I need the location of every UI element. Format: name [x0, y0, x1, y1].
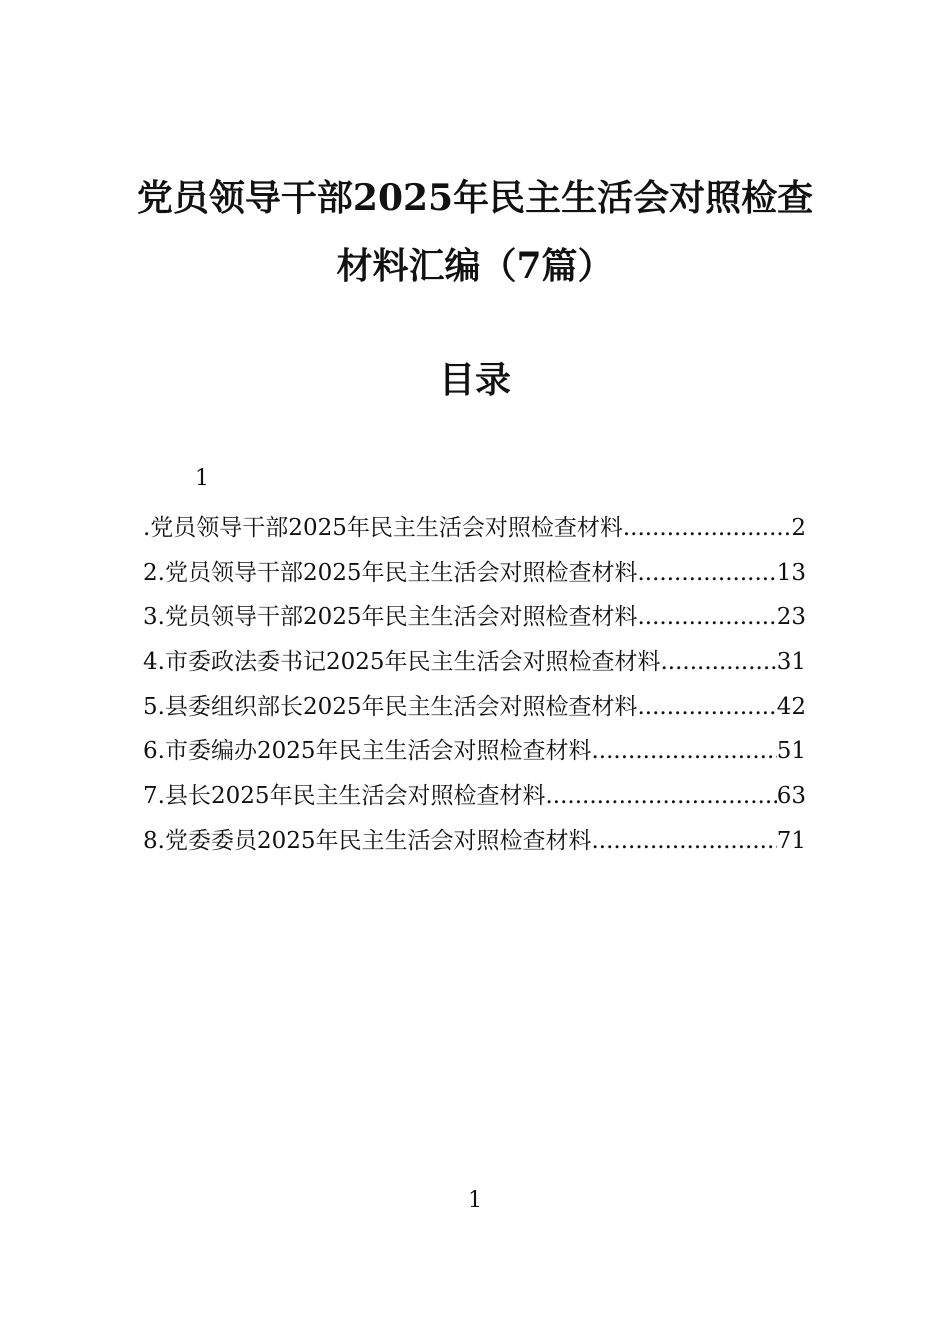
toc-entry-page: 42: [776, 693, 806, 720]
toc-entry-2[interactable]: [143, 551, 806, 596]
toc-entry-title: 5.县委组织部长2025年民主生活会对照检查材料: [143, 693, 638, 720]
toc-entry-page: 2: [791, 515, 806, 541]
page-number: 1: [468, 1188, 482, 1213]
toc-leader-dots: [591, 819, 776, 864]
toc-leader-dots: [545, 774, 776, 819]
toc-leader-dots: [637, 685, 776, 730]
toc-entry-5[interactable]: [143, 685, 806, 730]
toc-entry-page: 31: [776, 649, 806, 676]
toc-leader-dots: [660, 640, 776, 685]
table-of-contents: [143, 506, 806, 864]
document-title-line-2: 材料汇编（7篇）: [336, 245, 614, 287]
toc-entry-title: 3.党员领导干部2025年民主生活会对照检查材料: [143, 604, 638, 631]
toc-entry-page: 71: [776, 827, 806, 854]
toc-entry-page: 51: [776, 738, 806, 765]
toc-entry-title: .党员领导干部2025年民主生活会对照检查材料: [143, 515, 623, 541]
toc-entry-title: 7.县长2025年民主生活会对照检查材料: [143, 783, 546, 810]
toc-entry-1[interactable]: [143, 506, 806, 551]
toc-entry-title: 2.党员领导干部2025年民主生活会对照检查材料: [143, 559, 638, 586]
toc-entry-4[interactable]: [143, 640, 806, 685]
toc-heading: 目录: [438, 359, 511, 401]
toc-leader-dots: [623, 506, 792, 551]
toc-entry-7[interactable]: [143, 774, 806, 819]
toc-entry-title: 8.党委委员2025年民主生活会对照检查材料: [143, 827, 592, 854]
document-title-line-1: 党员领导干部2025年民主生活会对照检查: [136, 177, 814, 219]
toc-entry-page: 13: [776, 559, 806, 586]
toc-leader-dots: [637, 551, 776, 596]
toc-leader-dots: [637, 595, 776, 640]
toc-leader-dots: [591, 729, 776, 774]
toc-stray-number: 1: [195, 466, 209, 491]
toc-entry-8[interactable]: [143, 819, 806, 864]
toc-entry-page: 63: [776, 783, 806, 810]
toc-entry-title: 6.市委编办2025年民主生活会对照检查材料: [143, 738, 592, 765]
toc-entry-3[interactable]: [143, 595, 806, 640]
toc-entry-6[interactable]: [143, 729, 806, 774]
toc-entry-page: 23: [776, 604, 806, 631]
toc-entry-title: 4.市委政法委书记2025年民主生活会对照检查材料: [143, 649, 661, 676]
